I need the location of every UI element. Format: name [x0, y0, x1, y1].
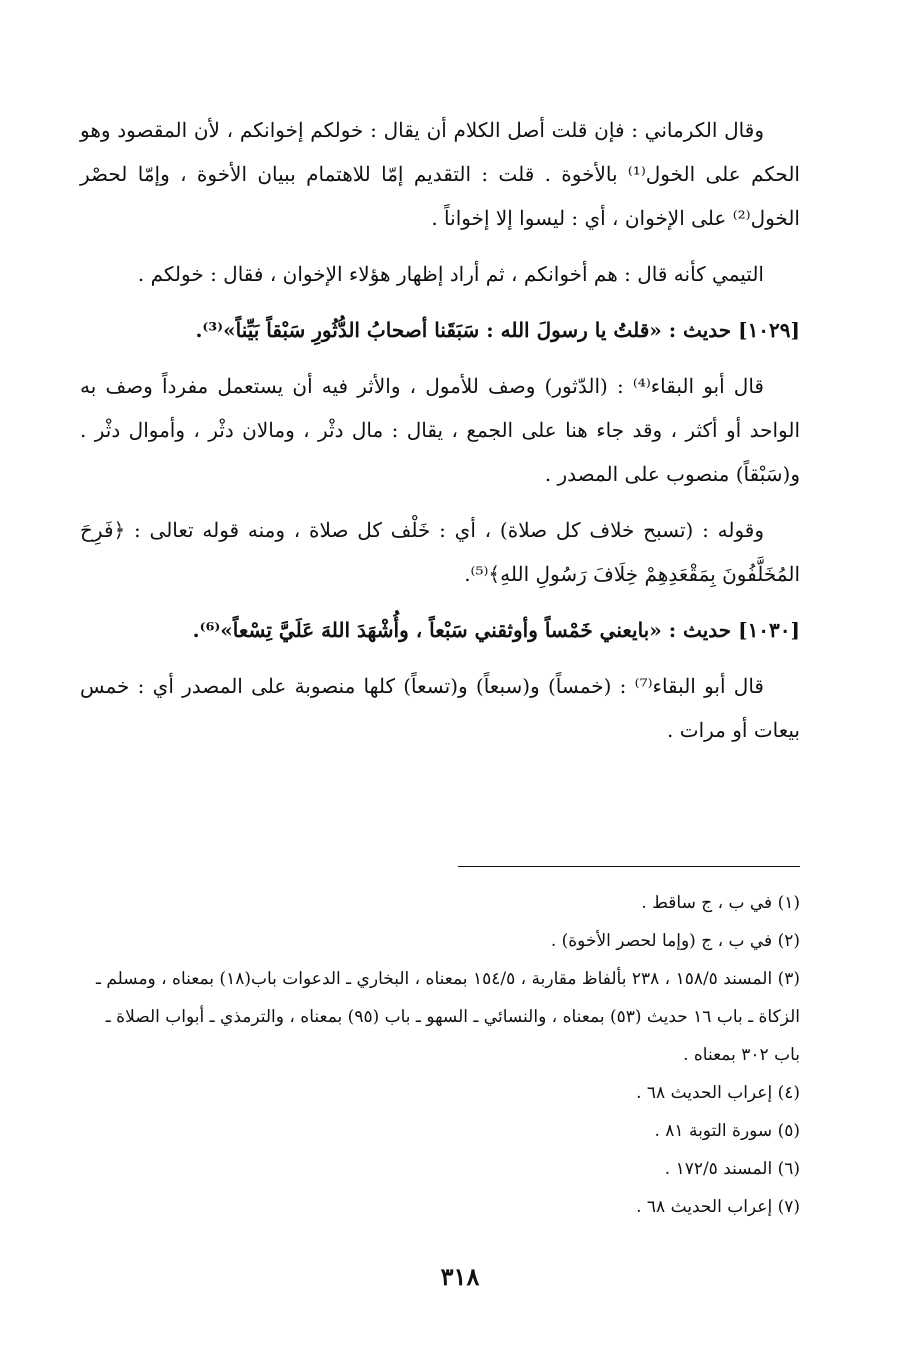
hadith-text: حديث : «بايعني خَمْساً وأوثقني سَبْعاً ، وأُشْهَدَ اللهَ عَلَيَّ تِسْعاً»⁽⁶⁾.: [192, 618, 732, 642]
footnotes: [80, 884, 800, 1226]
footnote-7: (٧) إعراب الحديث ٦٨ .: [636, 1197, 800, 1217]
footnote-4: (٤) إعراب الحديث ٦٨ .: [636, 1083, 800, 1103]
footnote-divider: [458, 866, 800, 867]
footnote-3: (٣) المسند ١٥٨/٥ ، ٢٣٨ بألفاظ مقاربة ، ١٥٤/٥ بمعناه ، البخاري ـ الدعوات باب(١٨) بمعناه ، ومسلم ـ الزكاة ـ باب ١٦ حديث (٥٣) بمعناه ، والنسائي ـ السهو ـ باب (٩٥) بمعناه ، والترمذي ـ أبواب الصلاة ـ باب ٣٠٢ بمعناه .: [95, 969, 800, 1065]
hadith-text: حديث : «قلتُ يا رسولَ الله : سَبَقَنا أصحابُ الدُّثُورِ سَبْقاً بَيِّناً»⁽³⁾.: [195, 318, 732, 342]
main-text: [80, 108, 800, 764]
hadith-1029: [80, 308, 800, 352]
page-number: ٣١٨: [440, 1262, 480, 1291]
paragraph-kirmani: وقال الكرماني : فإن قلت أصل الكلام أن يقال : خولكم إخوانكم ، لأن المقصود وهو الحكم على الخول⁽¹⁾ بالأخوة . قلت : التقديم إمّا للاهتمام ببيان الأخوة ، وإمّا لحصْر الخول⁽²⁾ على الإخوان ، أي : ليسوا إلا إخواناً .: [80, 118, 800, 230]
paragraph-quran-verse: وقوله : (تسبح خلاف كل صلاة) ، أي : خَلْف كل صلاة ، ومنه قوله تعالى : ﴿فَرِحَ المُخَلَّفُونَ بِمَقْعَدِهِمْ خِلَافَ رَسُولِ اللهِ﴾⁽⁵⁾.: [80, 518, 800, 586]
paragraph-abu-albaqa-dathur: قال أبو البقاء⁽⁴⁾ : (الدّثور) وصف للأمول ، والأثر فيه أن يستعمل مفرداً وصف به الواحد أو أكثر ، وقد جاء هنا على الجمع ، يقال : مال دثْر ، ومالان دثْر ، وأموال دثْر . و(سَبْقاً) منصوب على المصدر .: [80, 374, 800, 486]
footnote-6: (٦) المسند ١٧٢/٥ .: [664, 1159, 800, 1179]
hadith-number: [١٠٣٠]: [738, 618, 800, 642]
paragraph-taymi: التيمي كأنه قال : هم أخوانكم ، ثم أراد إظهار هؤلاء الإخوان ، فقال : خولكم .: [137, 262, 764, 286]
footnote-2: (٢) في ب ، ج (وإما لحصر الأخوة) .: [550, 931, 800, 951]
hadith-number: [١٠٢٩]: [738, 318, 800, 342]
footnote-1: (١) في ب ، ج ساقط .: [641, 893, 800, 913]
footnote-5: (٥) سورة التوبة ٨١ .: [654, 1121, 800, 1141]
paragraph-abu-albaqa-numbers: قال أبو البقاء⁽⁷⁾ : (خمساً) و(سبعاً) و(تسعاً) كلها منصوبة على المصدر أي : خمس بيعات أو مرات .: [80, 674, 800, 742]
hadith-1030: [80, 608, 800, 652]
